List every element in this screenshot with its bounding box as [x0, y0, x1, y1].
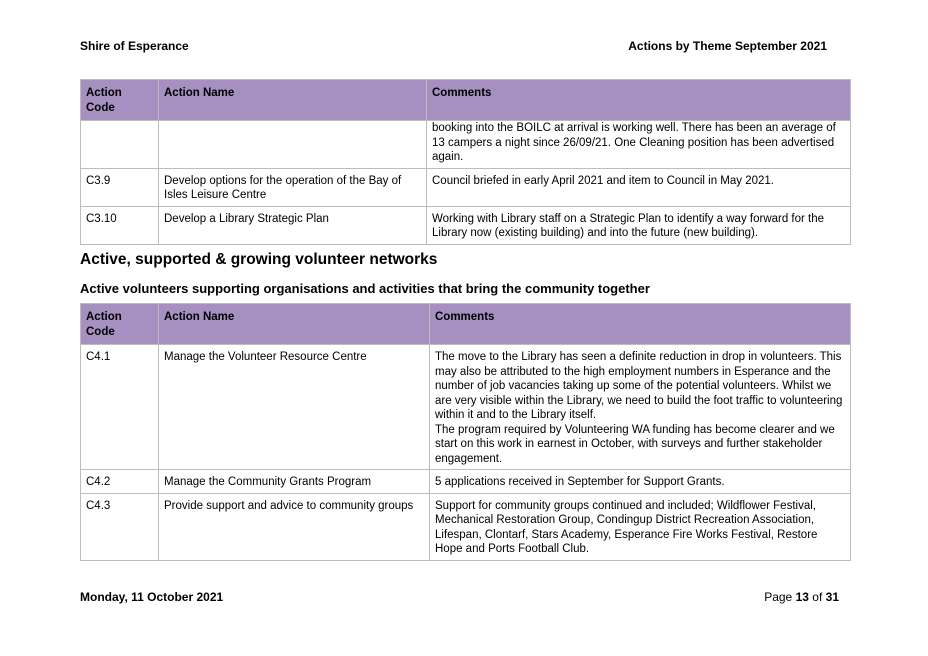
page-of: of	[812, 590, 823, 604]
page-current: 13	[795, 590, 809, 604]
col-header-name: Action Name	[159, 80, 427, 121]
footer-page-number	[764, 590, 839, 604]
col-header-name: Action Name	[159, 304, 430, 345]
col-header-code: Action Code	[81, 80, 159, 121]
table-row	[81, 493, 851, 560]
table-header-row	[81, 304, 851, 345]
table-row	[81, 345, 851, 470]
page-total: 31	[825, 590, 839, 604]
action-comments: Council briefed in early April 2021 and item to Council in May 2021.	[427, 168, 851, 206]
action-comments: booking into the BOILC at arrival is working well. There has been an average of 13 campers a night since 26/09/21. One Cleaning position has been advertised again.	[427, 121, 851, 169]
col-header-comments: Comments	[430, 304, 851, 345]
table-row	[81, 168, 851, 206]
col-header-code: Action Code	[81, 304, 159, 345]
actions-table-1	[80, 79, 851, 245]
action-name: Manage the Volunteer Resource Centre	[159, 345, 430, 470]
page-label: Page	[764, 590, 793, 604]
comment-paragraph: The program required by Volunteering WA funding has become clearer and we start on this work in earnest in October, with surveys and further stakeholder engagement.	[435, 423, 835, 465]
header-org: Shire of Esperance	[80, 39, 189, 53]
table-row	[81, 206, 851, 244]
actions-table-2	[80, 303, 851, 561]
action-name: Develop a Library Strategic Plan	[159, 206, 427, 244]
col-header-comments: Comments	[427, 80, 851, 121]
action-name: Develop options for the operation of the Bay of Isles Leisure Centre	[159, 168, 427, 206]
header-report-title: Actions by Theme September 2021	[628, 39, 827, 53]
action-code: C4.2	[81, 470, 159, 494]
table-row	[81, 470, 851, 494]
table-row	[81, 121, 851, 169]
action-code: C3.9	[81, 168, 159, 206]
footer-date: Monday, 11 October 2021	[80, 590, 224, 604]
action-name	[159, 121, 427, 169]
comment-paragraph: The move to the Library has seen a definite reduction in drop in volunteers. This may also be attributed to the high employment numbers in Esperance and the number of job vacancies taking up some of the potential volunteers. Whilst we are very visible within the Library, we need to build the foot traffic to volunteering within it and to the Library itself.	[435, 351, 843, 421]
action-comments	[430, 345, 851, 470]
action-name: Manage the Community Grants Program	[159, 470, 430, 494]
action-comments: Working with Library staff on a Strategic Plan to identify a way forward for the Library now (existing building) and into the future (new building).	[427, 206, 851, 244]
action-name: Provide support and advice to community groups	[159, 493, 430, 560]
action-code: C4.1	[81, 345, 159, 470]
section-title: Active, supported & growing volunteer networks	[80, 251, 438, 268]
table-header-row	[81, 80, 851, 121]
action-code	[81, 121, 159, 169]
section-subtitle: Active volunteers supporting organisations and activities that bring the community together	[80, 281, 650, 296]
action-code: C4.3	[81, 493, 159, 560]
action-comments: Support for community groups continued and included; Wildflower Festival, Mechanical Restoration Group, Condingup District Recreation Association, Lifespan, Clontarf, Stars Academy, Esperance Fire Works Festival, Restore Hope and Ports Football Club.	[430, 493, 851, 560]
action-code: C3.10	[81, 206, 159, 244]
action-comments: 5 applications received in September for Support Grants.	[430, 470, 851, 494]
